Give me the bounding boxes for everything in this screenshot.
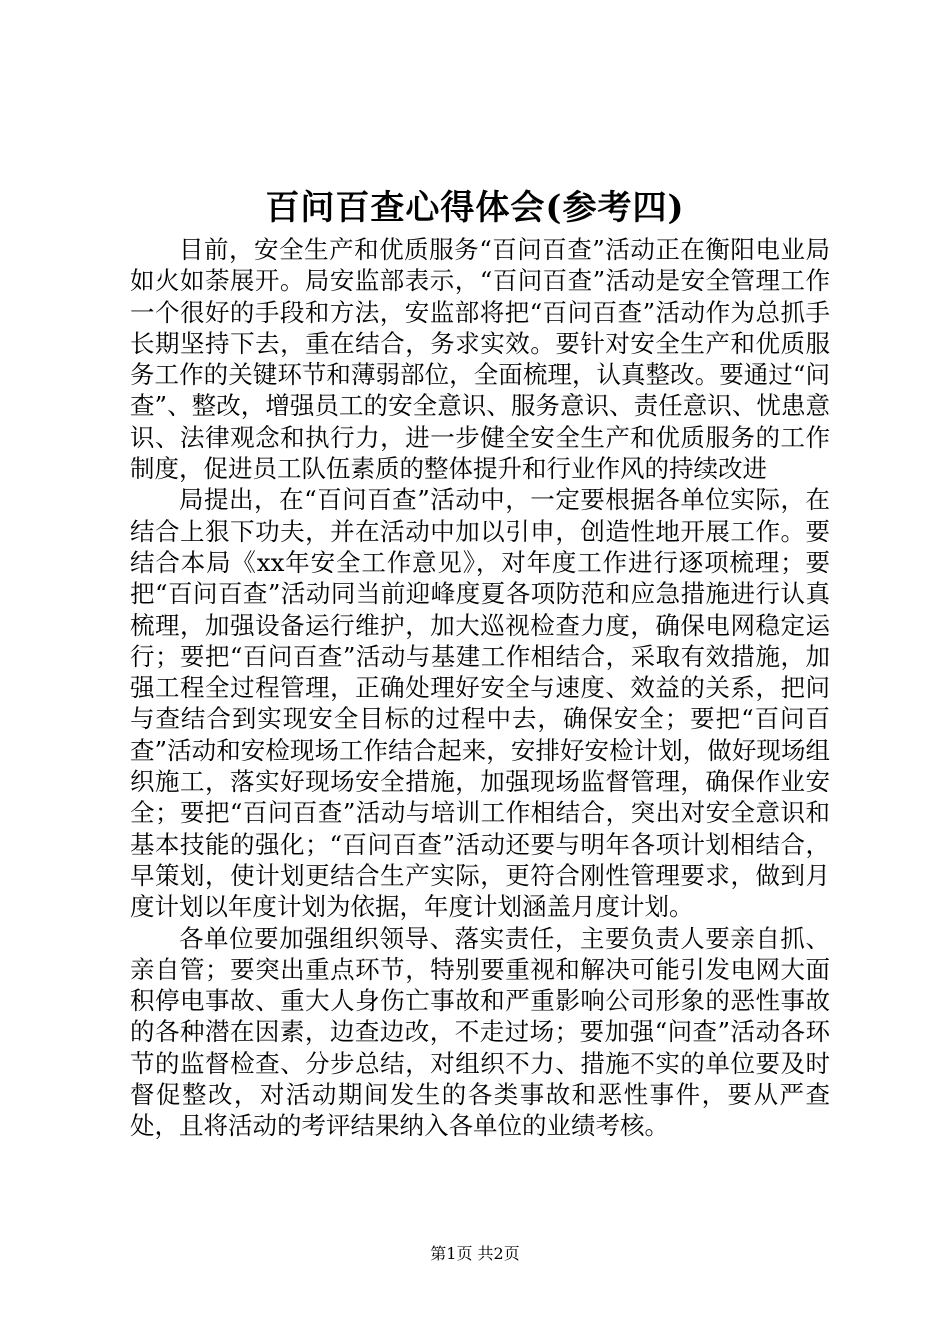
page-number-footer: 第1页 共2页 xyxy=(430,1244,520,1263)
document-body xyxy=(130,234,830,1142)
document-title: 百问百查心得体会(参考四) xyxy=(265,188,685,228)
paragraph-3: 各单位要加强组织领导、落实责任，主要负责人要亲自抓、亲自管；要突出重点环节，特别要重视和解决可能引发电网大面积停电事故、重大人身伤亡事故和严重影响公司形象的恶性事故的各种潜在因素，边查边改，不走过场；要加强“问查”活动各环节的监督检查、分步总结，对组织不力、措施不实的单位要及时督促整改，对活动期间发生的各类事故和恶性事件，要从严查处，且将活动的考评结果纳入各单位的业绩考核。 xyxy=(130,923,830,1141)
paragraph-2: 局提出，在“百问百查”活动中，一定要根据各单位实际，在结合上狠下功夫，并在活动中加以引申，创造性地开展工作。要结合本局《xx年安全工作意见》，对年度工作进行逐项梳理；要把“百问百查”活动同当前迎峰度夏各项防范和应急措施进行认真梳理，加强设备运行维护，加大巡视检查力度，确保电网稳定运行；要把“百问百查”活动与基建工作相结合，采取有效措施，加强工程全过程管理，正确处理好安全与速度、效益的关系，把问与查结合到实现安全目标的过程中去，确保安全；要把“百问百查”活动和安检现场工作结合起来，安排好安检计划，做好现场组织施工，落实好现场安全措施，加强现场监督管理，确保作业安全；要把“百问百查”活动与培训工作相结合，突出对安全意识和基本技能的强化；“百问百查”活动还要与明年各项计划相结合，早策划，使计划更结合生产实际，更符合刚性管理要求，做到月度计划以年度计划为依据，年度计划涵盖月度计划。 xyxy=(130,485,830,922)
paragraph-1: 目前，安全生产和优质服务“百问百查”活动正在衡阳电业局如火如荼展开。局安监部表示，“百问百查”活动是安全管理工作一个很好的手段和方法，安监部将把“百问百查”活动作为总抓手长期坚持下去，重在结合，务求实效。要针对安全生产和优质服务工作的关键环节和薄弱部位，全面梳理，认真整改。要通过“问查”、整改，增强员工的安全意识、服务意识、责任意识、忧患意识、法律观念和执行力，进一步健全安全生产和优质服务的工作制度，促进员工队伍素质的整体提升和行业作风的持续改进 xyxy=(130,235,830,484)
